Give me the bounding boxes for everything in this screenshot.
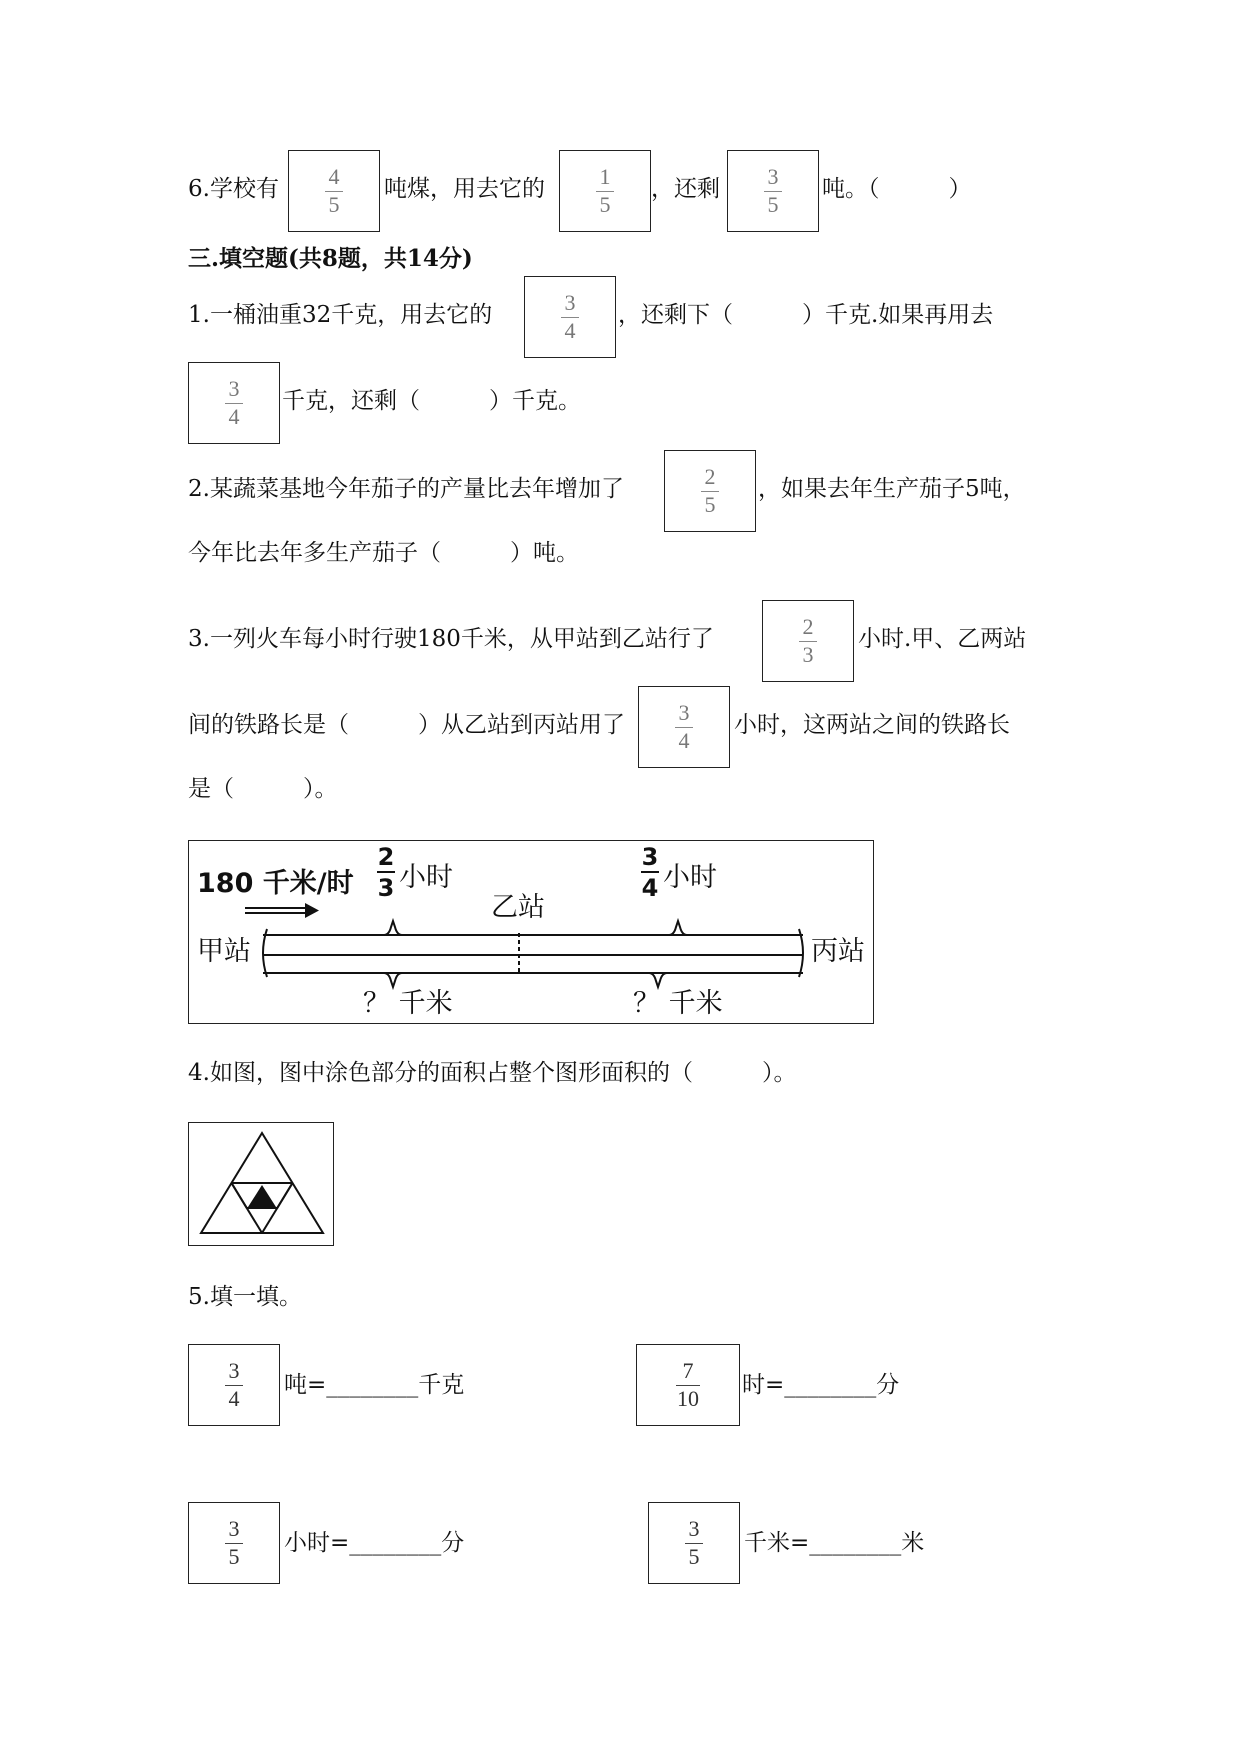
fraction-box bbox=[664, 450, 756, 532]
fraction-box bbox=[524, 276, 616, 358]
fraction-box bbox=[727, 150, 819, 232]
shaded-region bbox=[248, 1185, 276, 1207]
numerator: 3 bbox=[678, 700, 690, 725]
time-label-1: 小时 bbox=[399, 862, 453, 893]
fraction-box bbox=[288, 150, 380, 232]
numerator: 1 bbox=[599, 164, 611, 189]
q6-mid1: 吨煤，用去它的 bbox=[384, 176, 545, 202]
p3-line3: 是（ ）。 bbox=[188, 776, 338, 802]
fraction-box bbox=[188, 1344, 280, 1426]
numerator: 2 bbox=[704, 464, 716, 489]
fraction-box bbox=[638, 686, 730, 768]
fraction-box bbox=[648, 1502, 740, 1584]
fraction-box bbox=[188, 1502, 280, 1584]
fraction-box bbox=[636, 1344, 740, 1426]
triangle-figure bbox=[188, 1122, 334, 1246]
numerator: 4 bbox=[328, 164, 340, 189]
p2-line2: 今年比去年多生产茄子（ ）吨。 bbox=[188, 540, 579, 566]
denominator: 5 bbox=[688, 1544, 700, 1569]
distance-label-2: ？ 千米 bbox=[633, 988, 723, 1019]
denominator: 4 bbox=[641, 874, 659, 902]
p4-text: 4.如图，图中涂色部分的面积占整个图形面积的（ ）。 bbox=[188, 1060, 797, 1086]
p3-suffix: 小时.甲、乙两站 bbox=[858, 626, 1027, 652]
p5-item-text: 千米=________米 bbox=[744, 1530, 925, 1556]
p3-line2-prefix: 间的铁路长是（ ）从乙站到丙站用了 bbox=[188, 712, 625, 738]
fraction-box bbox=[188, 362, 280, 444]
q6-mid2: ，还剩 bbox=[651, 176, 720, 202]
p3-prefix: 3.一列火车每小时行驶180千米，从甲站到乙站行了 bbox=[188, 626, 714, 652]
p1-prefix: 1.一桶油重32千克，用去它的 bbox=[188, 302, 493, 328]
denominator: 5 bbox=[228, 1544, 240, 1569]
station-b-label: 乙站 bbox=[491, 892, 545, 923]
denominator: 4 bbox=[228, 1386, 240, 1411]
station-a-label: 甲站 bbox=[197, 936, 251, 967]
denominator: 5 bbox=[328, 192, 340, 217]
p5-item-text: 吨=________千克 bbox=[284, 1372, 465, 1398]
p1-suffix: 千克，还剩（ ）千克。 bbox=[282, 388, 581, 414]
denominator: 5 bbox=[704, 492, 716, 517]
denominator: 4 bbox=[564, 318, 576, 343]
numerator: 3 bbox=[564, 290, 576, 315]
denominator: 5 bbox=[767, 192, 779, 217]
p2-prefix: 2.某蔬菜基地今年茄子的产量比去年增加了 bbox=[188, 476, 624, 502]
numerator: 7 bbox=[682, 1358, 694, 1383]
q6-prefix: 6.学校有 bbox=[188, 176, 279, 202]
q6-suffix: 吨。（ ） bbox=[822, 176, 972, 202]
line-segment-diagram bbox=[188, 840, 874, 1024]
denominator: 3 bbox=[802, 642, 814, 667]
distance-label-1: ？ 千米 bbox=[363, 988, 453, 1019]
triangle-drawing bbox=[189, 1123, 335, 1247]
fraction-box bbox=[559, 150, 651, 232]
p5-item-text: 小时=________分 bbox=[284, 1530, 465, 1556]
numerator: 3 bbox=[767, 164, 779, 189]
numerator: 3 bbox=[228, 1358, 240, 1383]
p3-line2-suffix: 小时，这两站之间的铁路长 bbox=[734, 712, 1010, 738]
time-label-2: 小时 bbox=[663, 862, 717, 893]
p2-suffix: ，如果去年生产茄子5吨， bbox=[758, 476, 1026, 502]
numerator: 2 bbox=[802, 614, 814, 639]
denominator: 4 bbox=[678, 728, 690, 753]
p5-title: 5.填一填。 bbox=[188, 1284, 302, 1310]
p1-mid: ，还剩下（ ）千克.如果再用去 bbox=[618, 302, 994, 328]
numerator: 2 bbox=[377, 843, 395, 871]
speed-label: 180 千米/时 bbox=[197, 868, 354, 899]
diagram-fraction-2 bbox=[641, 845, 659, 900]
section-heading: 三.填空题(共8题，共14分) bbox=[188, 245, 473, 272]
denominator: 10 bbox=[677, 1386, 699, 1411]
denominator: 5 bbox=[599, 192, 611, 217]
station-c-label: 丙站 bbox=[811, 936, 865, 967]
denominator: 4 bbox=[228, 404, 240, 429]
numerator: 3 bbox=[228, 1516, 240, 1541]
diagram-fraction-1 bbox=[377, 845, 395, 900]
fraction-box bbox=[762, 600, 854, 682]
numerator: 3 bbox=[688, 1516, 700, 1541]
denominator: 3 bbox=[377, 874, 395, 902]
numerator: 3 bbox=[641, 843, 659, 871]
numerator: 3 bbox=[228, 376, 240, 401]
p5-item-text: 时=________分 bbox=[742, 1372, 900, 1398]
